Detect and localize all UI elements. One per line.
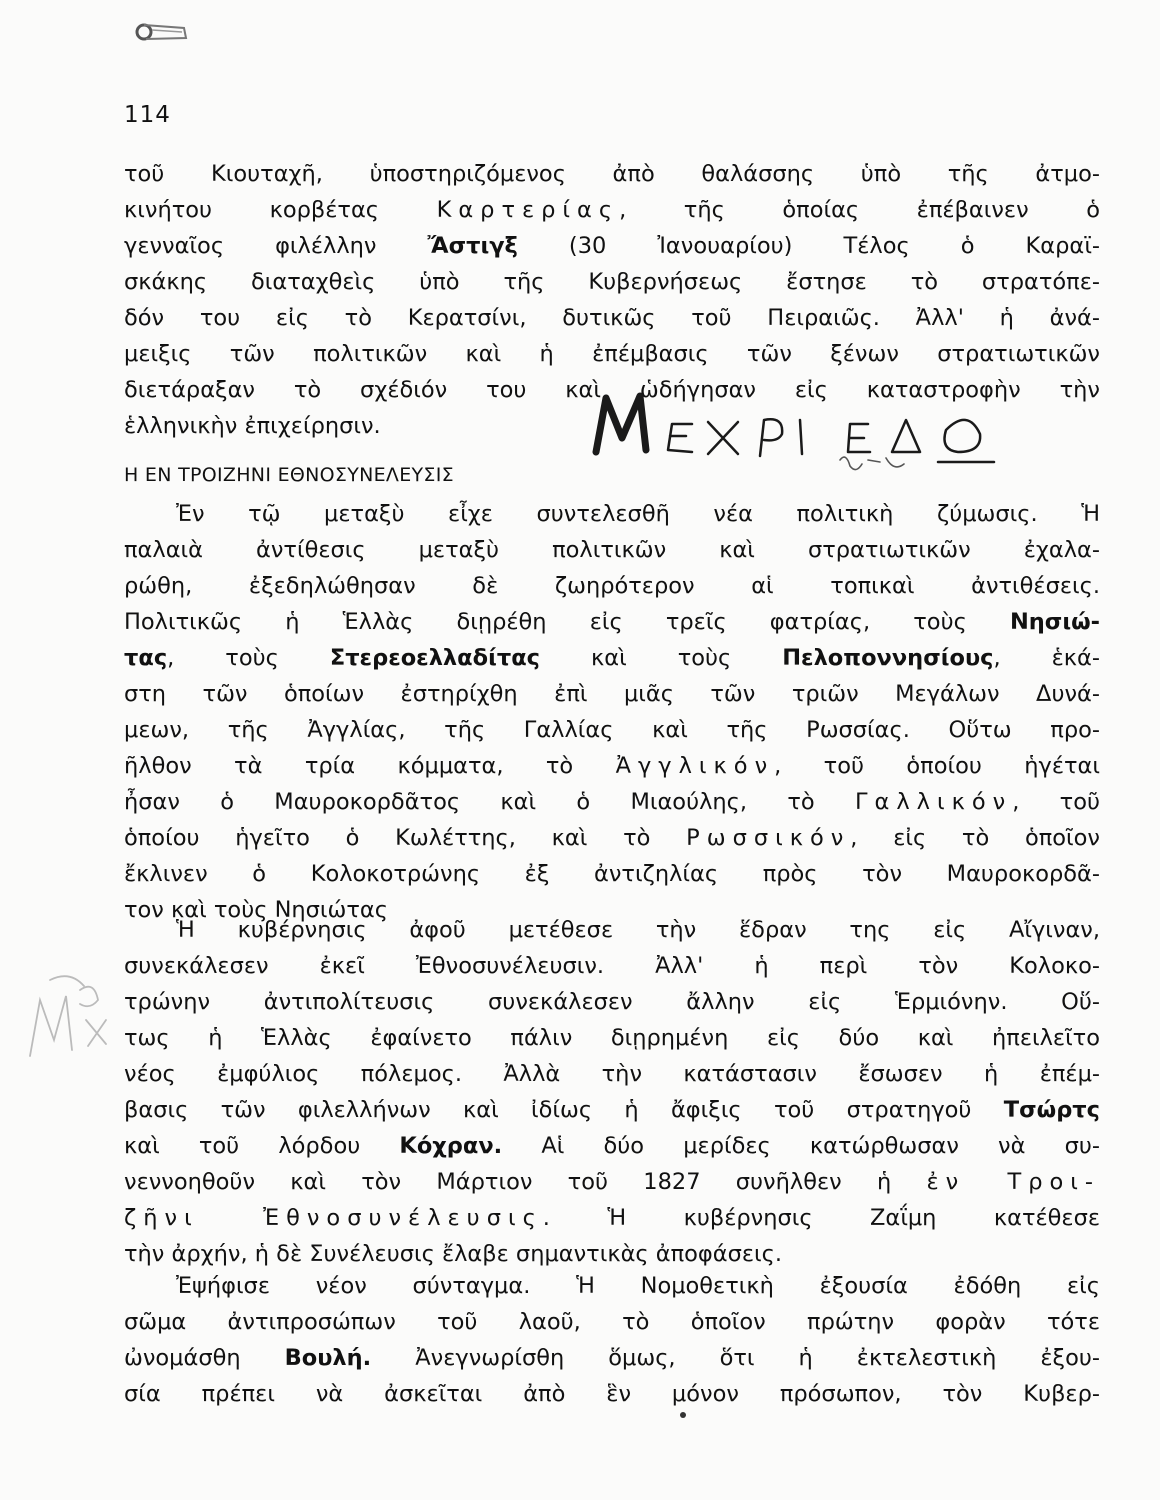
text-line: γενναῖος φιλέλλην Ἄστιγξ (30 Ἰανουαρίου) Τέλος ὁ Καραϊ-	[124, 233, 1100, 259]
paper-clip-mark	[132, 18, 192, 46]
party-name: Γαλλικόν	[854, 789, 1013, 815]
text-line: μειξις τῶν πολιτικῶν καὶ ἡ ἐπέμβασις τῶν ξένων στρατιωτικῶν	[124, 341, 1100, 367]
text-line: κινήτου κορβέτας Καρτερίας, τῆς ὁποίας ἐπέβαινεν ὁ	[124, 197, 1100, 223]
spaced-term: ἐν Τροι-	[926, 1169, 1100, 1195]
text-line: τον καὶ τοὺς Νησιώτας	[124, 897, 388, 923]
text-line: Ἡ κυβέρνησις ἀφοῦ μετέθεσε τὴν ἕδραν της εἰς Αἴγιναν,	[176, 917, 1100, 943]
paragraph-3	[124, 912, 1100, 1272]
text-line: βασις τῶν φιλελλήνων καὶ ἰδίως ἡ ἄφιξις τοῦ στρατηγοῦ Τσώρτς	[124, 1097, 1100, 1123]
text-line: σῶμα ἀντιπροσώπων τοῦ λαοῦ, τὸ ὁποῖον πρώτην φορὰν τότε	[124, 1309, 1100, 1335]
text-line: ρώθη, ἐξεδηλώθησαν δὲ ζωηρότερον αἱ τοπικαὶ ἀντιθέσεις.	[124, 573, 1100, 599]
text-line: μεων, τῆς Ἀγγλίας, τῆς Γαλλίας καὶ τῆς Ρωσσίας. Οὕτω προ-	[124, 717, 1100, 743]
text-line: τας, τοὺς Στερεοελλαδίτας καὶ τοὺς Πελοποννησίους, ἑκά-	[124, 645, 1100, 671]
ship-name: Καρτερίας	[436, 197, 620, 223]
name-bold: Στερεοελλαδίτας	[329, 645, 541, 671]
text-line: νεννοηθοῦν καὶ τὸν Μάρτιον τοῦ 1827 συνῆλθεν ἡ ἐν Τροι-	[124, 1169, 1100, 1195]
text-line: καὶ τοῦ λόρδου Κόχραν. Αἱ δύο μερίδες κατώρθωσαν νὰ συ-	[124, 1133, 1100, 1159]
text-line: νέος ἐμφύλιος πόλεμος. Ἀλλὰ τὴν κατάστασιν ἔσωσεν ἡ ἐπέμ-	[124, 1061, 1100, 1087]
text-line: τρώνην ἀντιπολίτευσις συνεκάλεσεν ἄλλην εἰς Ἑρμιόνην. Οὕ-	[124, 989, 1100, 1015]
text-line: σκάκης διαταχθεὶς ὑπὸ τῆς Κυβερνήσεως ἔστησε τὸ στρατόπε-	[124, 269, 1100, 295]
name-bold: Πελοποννησίους	[782, 645, 994, 671]
text-line: συνεκάλεσεν ἐκεῖ Ἐθνοσυνέλευσιν. Ἀλλ' ἡ περὶ τὸν Κολοκο-	[124, 953, 1100, 979]
text-line: διετάραξαν τὸ σχέδιόν του καὶ ὡδήγησαν εἰς καταστροφὴν τὴν	[124, 377, 1100, 403]
text-line: σία πρέπει νὰ ἀσκεῖται ἀπὸ ἓν μόνον πρόσωπον, τὸν Κυβερ-	[124, 1381, 1100, 1407]
handwritten-annotation	[588, 390, 1028, 480]
text-line: ὠνομάσθη Βουλή. Ἀνεγνωρίσθη ὅμως, ὅτι ἡ ἐκτελεστικὴ ἐξου-	[124, 1345, 1100, 1371]
spaced-term: ζῆνι Ἐθνοσυνέλευσις	[124, 1205, 543, 1231]
name-bold: Νησιώ-	[1009, 609, 1100, 635]
name-bold: Ἄστιγξ	[427, 233, 518, 259]
margin-pencil-note	[10, 960, 120, 1070]
name-bold: Τσώρτς	[1003, 1097, 1100, 1123]
text-line: ἑλληνικὴν ἐπιχείρησιν.	[124, 413, 381, 439]
text-line: τοῦ Κιουταχῆ, ὑποστηριζόμενος ἀπὸ θαλάσσης ὑπὸ τῆς ἀτμο-	[124, 161, 1100, 187]
text-line: στη τῶν ὁποίων ἐστηρίχθη ἐπὶ μιᾶς τῶν τριῶν Μεγάλων Δυνά-	[124, 681, 1100, 707]
text-line: παλαιὰ ἀντίθεσις μεταξὺ πολιτικῶν καὶ στρατιωτικῶν ἐχαλα-	[124, 537, 1100, 563]
text-line: Πολιτικῶς ἡ Ἑλλὰς διῃρέθη εἰς τρεῖς φατρίας, τοὺς Νησιώ-	[124, 609, 1100, 635]
text-line: δόν του εἰς τὸ Κερατσίνι, δυτικῶς τοῦ Πειραιῶς. Ἀλλ' ἡ ἀνά-	[124, 305, 1100, 331]
text-line: ὁποίου ἡγεῖτο ὁ Κωλέττης, καὶ τὸ Ρωσσικόν, εἰς τὸ ὁποῖον	[124, 825, 1100, 851]
text-line: τως ἡ Ἑλλὰς ἐφαίνετο πάλιν διῃρημένη εἰς δύο καὶ ἠπειλεῖτο	[124, 1025, 1100, 1051]
party-name: Ἀγγλικόν	[615, 753, 775, 779]
text-line: Ἐν τῷ μεταξὺ εἶχε συντελεσθῆ νέα πολιτικὴ ζύμωσις. Ἡ	[176, 501, 1100, 527]
text-line: Ἐψήφισε νέον σύνταγμα. Ἡ Νομοθετικὴ ἐξουσία ἐδόθη εἰς	[176, 1273, 1100, 1299]
section-heading: Η ΕΝ ΤΡΟΙΖΗΝΙ ΕΘΝΟΣΥΝΕΛΕΥΣΙΣ	[124, 464, 454, 486]
name-bold: Βουλή.	[284, 1345, 372, 1371]
party-name: Ρωσσικόν	[686, 825, 851, 851]
text-line: ἔκλινεν ὁ Κολοκοτρώνης ἐξ ἀντιζηλίας πρὸς τὸν Μαυροκορδᾶ-	[124, 861, 1100, 887]
text-line: ῆλθον τὰ τρία κόμματα, τὸ Ἀγγλικόν, τοῦ ὁποίου ἡγέται	[124, 753, 1100, 779]
text-line: ζῆνι Ἐθνοσυνέλευσις. Ἡ κυβέρνησις Ζαΐμη κατέθεσε	[124, 1205, 1101, 1231]
paragraph-4	[124, 1268, 1100, 1412]
page-number: 114	[124, 102, 171, 128]
name-bold: Κόχραν.	[399, 1133, 503, 1159]
text-line: ἦσαν ὁ Μαυροκορδᾶτος καὶ ὁ Μιαούλης, τὸ Γαλλικόν, τοῦ	[124, 789, 1100, 815]
ink-dot	[680, 1412, 686, 1418]
paragraph-2	[124, 496, 1100, 928]
text-line: τὴν ἀρχήν, ἡ δὲ Συνέλευσις ἔλαβε σημαντικὰς ἀποφάσεις.	[124, 1241, 782, 1267]
